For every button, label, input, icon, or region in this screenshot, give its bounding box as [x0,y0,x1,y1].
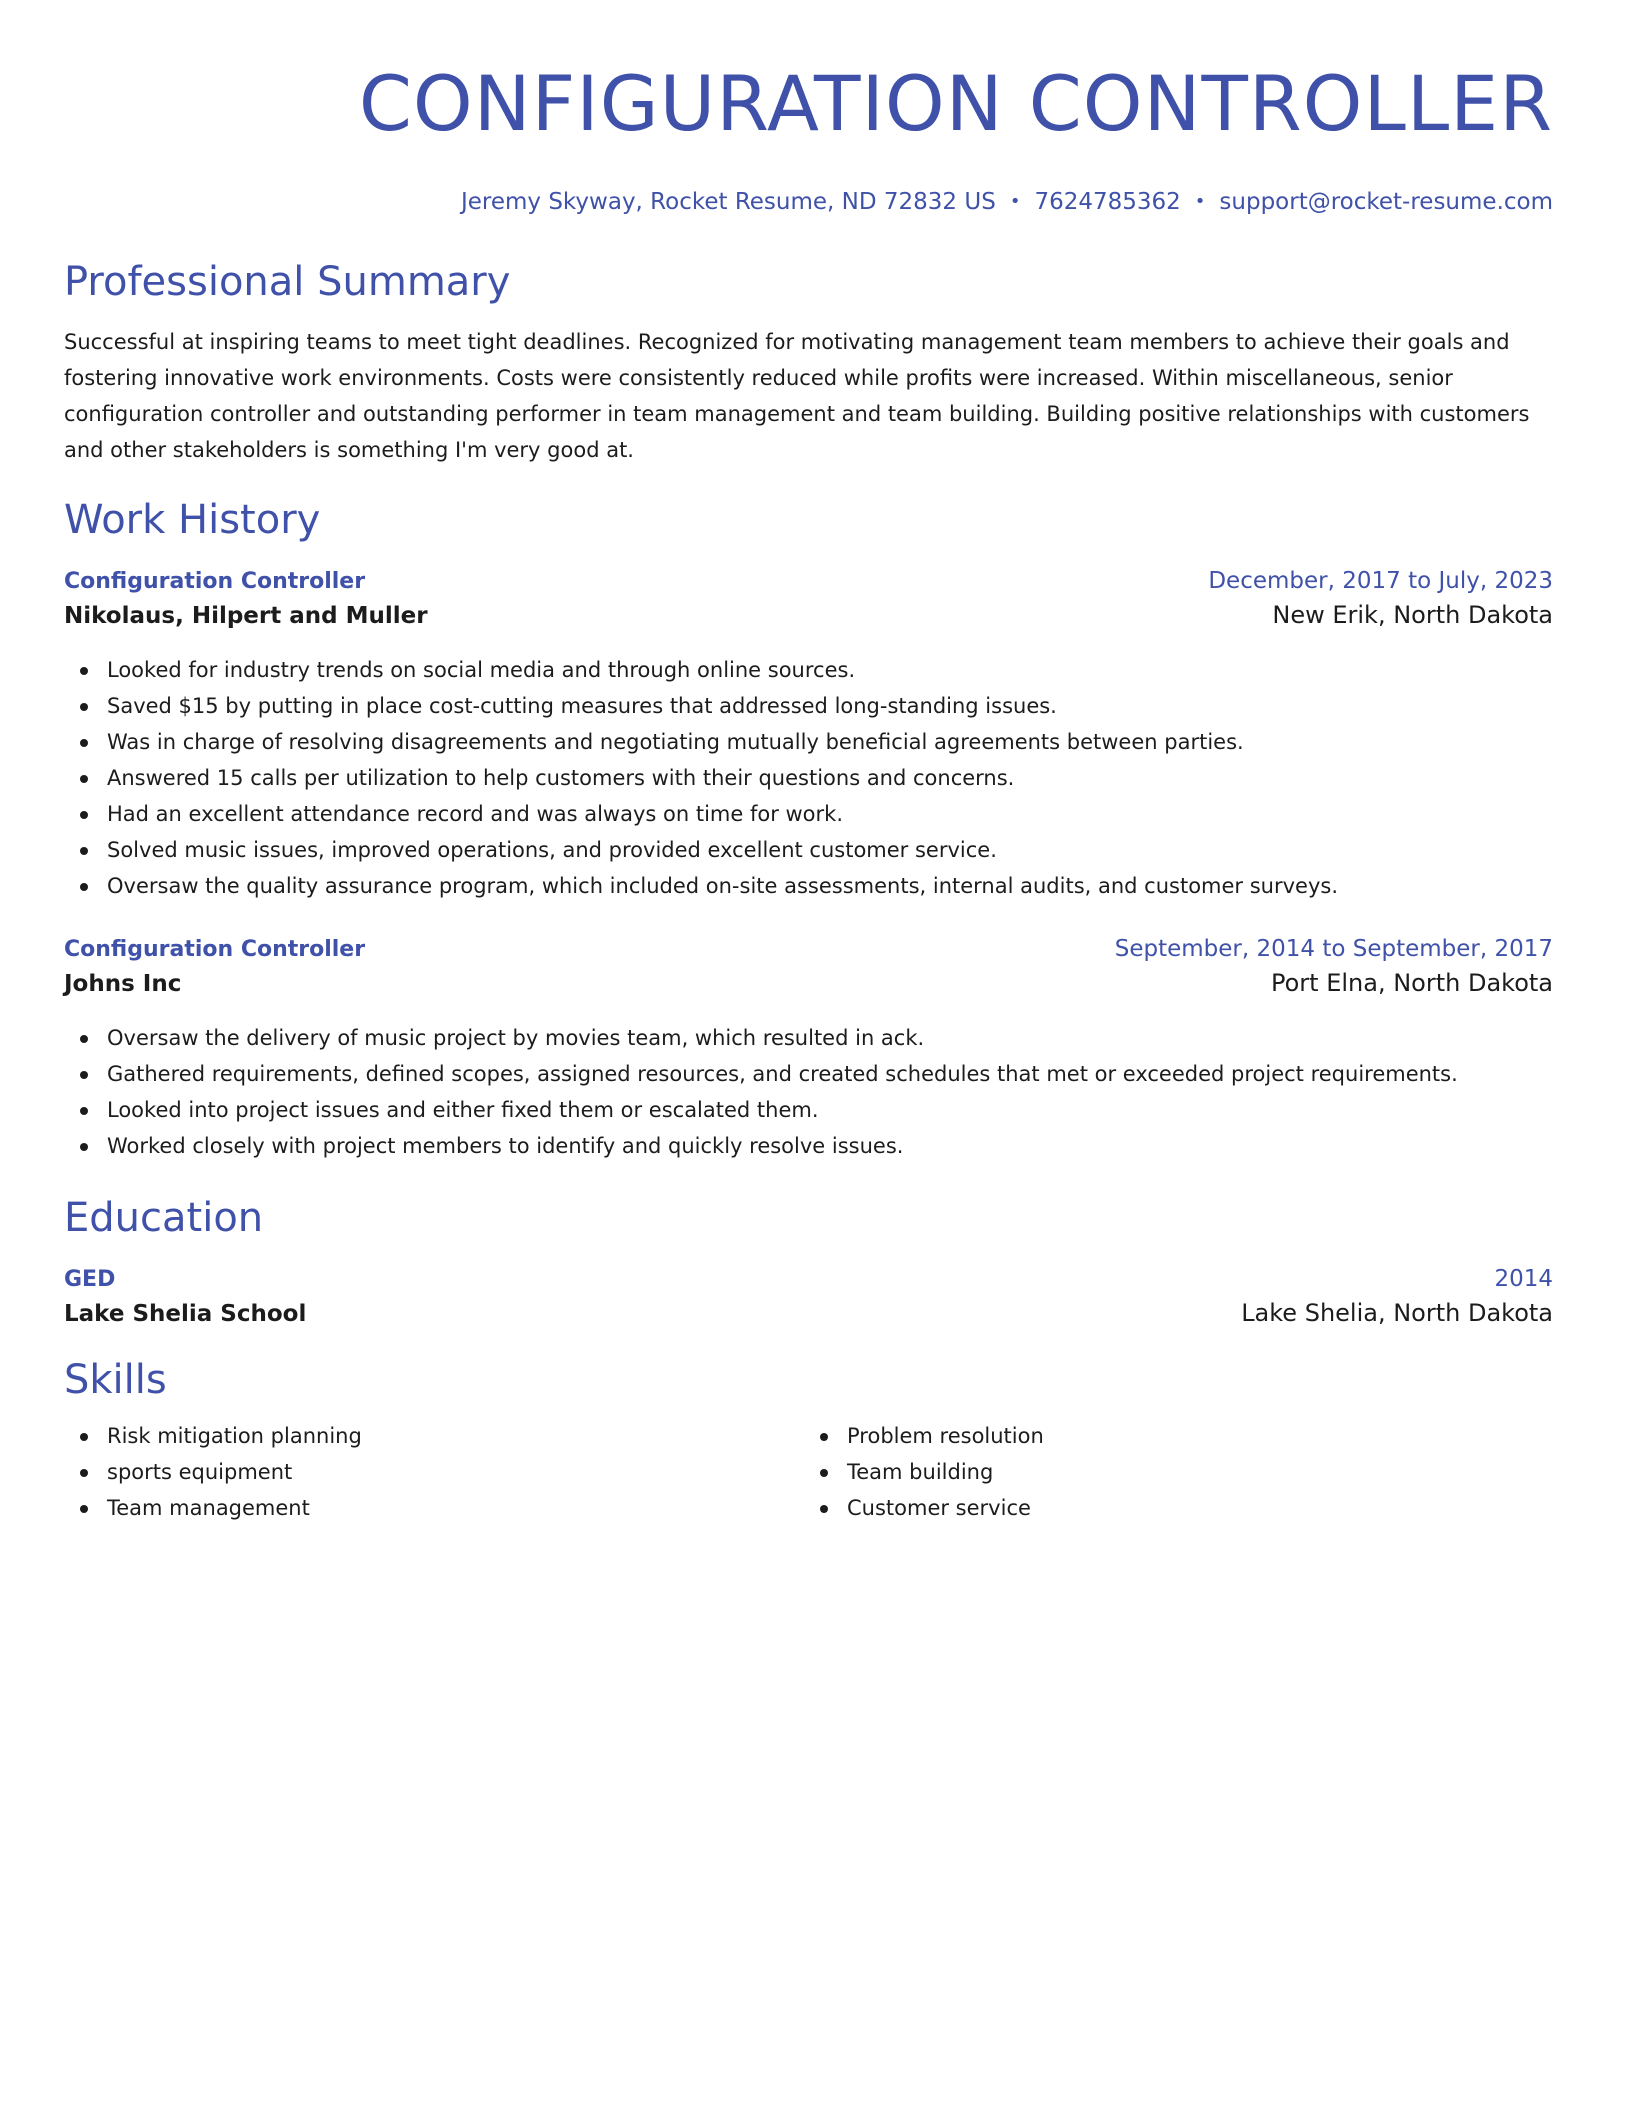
education-school-row [64,1295,1553,1332]
job-bullet: Worked closely with project members to identify and quickly resolve issues. [64,1128,1553,1164]
contact-email: support@rocket-resume.com [1219,189,1553,215]
job-title: Configuration Controller [64,569,366,594]
skills-column-left [64,1418,804,1526]
job-bullet: Had an excellent attendance record and was always on time for work. [64,796,1553,832]
skill-item: Team building [804,1454,1544,1490]
job-bullet: Looked into project issues and either fixed them or escalated them. [64,1092,1553,1128]
skill-item: sports equipment [64,1454,804,1490]
education-heading: Education [64,1195,264,1241]
job-bullets [64,652,1553,904]
job-header-row [64,934,1553,965]
contact-phone: 7624785362 [1034,189,1181,215]
job-dates: December, 2017 to July, 2023 [1208,568,1553,594]
job-location: New Erik, North Dakota [1272,601,1553,629]
skill-item: Team management [64,1490,804,1526]
job-bullet: Saved $15 by putting in place cost-cutting measures that addressed long-standing issues. [64,688,1553,724]
job-bullet: Answered 15 calls per utilization to help customers with their questions and concerns. [64,760,1553,796]
education-location: Lake Shelia, North Dakota [1241,1299,1553,1327]
contact-separator: • [1194,191,1206,212]
job-entry [64,566,1553,904]
skills-heading: Skills [64,1357,167,1403]
skill-item: Problem resolution [804,1418,1544,1454]
summary-text: Successful at inspiring teams to meet tight deadlines. Recognized for motivating management team members to achieve their goals and fostering innovative work environments. Costs were consistently reduced while profits were increased. Within miscellaneous, senior configuration controller and outstanding performer in team management and team building. Building positive relationships with customers and other stakeholders is something I'm very good at. [64,330,1530,462]
skills-list [64,1418,1553,1526]
job-employer-row [64,965,1553,1002]
education-degree: GED [64,1267,116,1292]
skills-column-right [804,1418,1544,1526]
job-bullet: Gathered requirements, defined scopes, assigned resources, and created schedules that met or exceeded project requirements. [64,1056,1553,1092]
job-bullet: Oversaw the quality assurance program, which included on-site assessments, internal audits, and customer surveys. [64,868,1553,904]
education-header-row [64,1264,1553,1295]
job-bullet: Oversaw the delivery of music project by movies team, which resulted in ack. [64,1020,1553,1056]
job-dates: September, 2014 to September, 2017 [1114,936,1553,962]
job-entry [64,934,1553,1164]
job-bullet: Looked for industry trends on social media and through online sources. [64,652,1553,688]
job-employer-row [64,597,1553,634]
education-school: Lake Shelia School [64,1301,307,1327]
job-location: Port Elna, North Dakota [1271,969,1553,997]
contact-separator: • [1009,191,1021,212]
resume-title: CONFIGURATION CONTROLLER [358,59,1553,148]
contact-address: Jeremy Skyway, Rocket Resume, ND 72832 US [460,189,996,215]
job-bullets [64,1020,1553,1164]
job-employer: Johns Inc [64,971,182,997]
work-history-heading: Work History [64,497,321,543]
summary-heading: Professional Summary [64,259,511,305]
education-entry [64,1264,1553,1332]
job-title: Configuration Controller [64,937,366,962]
skill-item: Risk mitigation planning [64,1418,804,1454]
job-bullet: Was in charge of resolving disagreements and negotiating mutually beneficial agreements between parties. [64,724,1553,760]
skill-item: Customer service [804,1490,1544,1526]
contact-line [64,188,1553,216]
education-year: 2014 [1494,1266,1553,1292]
job-header-row [64,566,1553,597]
job-employer: Nikolaus, Hilpert and Muller [64,603,428,629]
job-bullet: Solved music issues, improved operations, and provided excellent customer service. [64,832,1553,868]
